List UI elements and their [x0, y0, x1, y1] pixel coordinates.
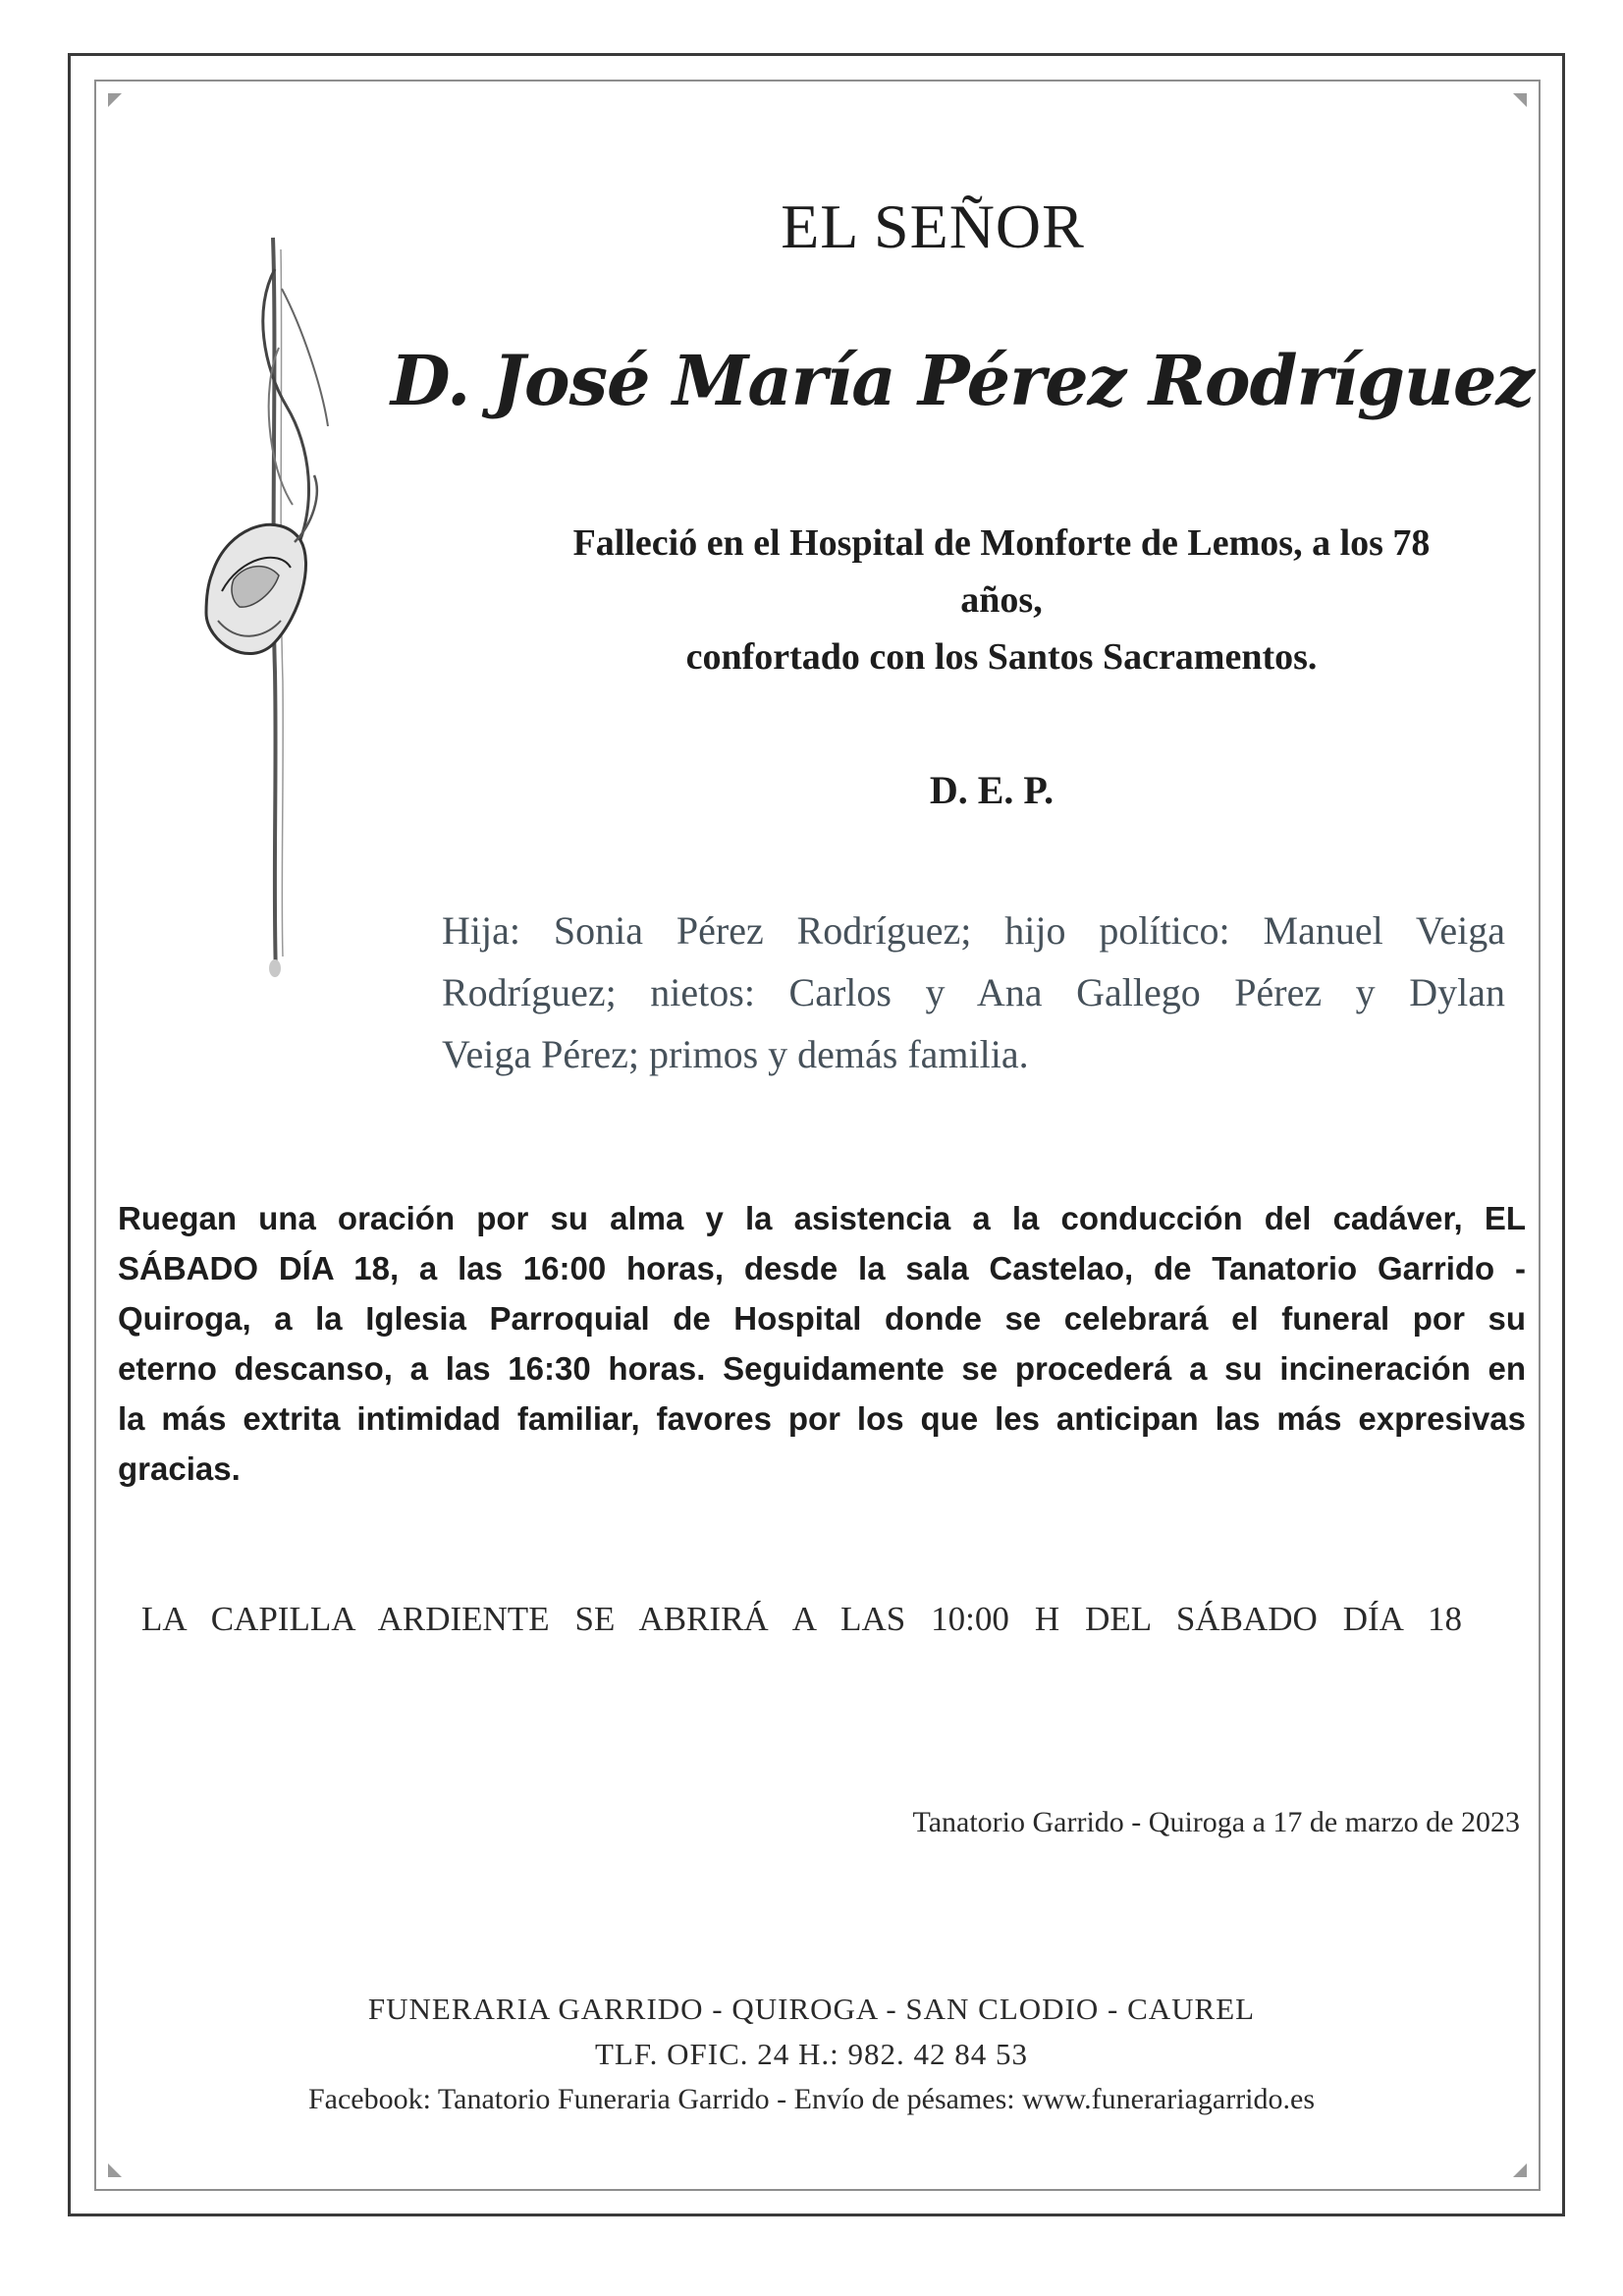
- paragraph-line-5: la más extrita intimidad familiar, favores por los que les anticipan las más expresivas: [118, 1400, 1526, 1437]
- footer-line-2: TLF. OFIC. 24 H.: 982. 42 84 53: [594, 2037, 1028, 2071]
- paragraph-line-1: Ruegan una oración por su alma y la asistencia a la conducción del cadáver, EL: [118, 1200, 1526, 1236]
- capilla-notice: LA CAPILLA ARDIENTE SE ABRIRÁ A LAS 10:00 H DEL SÁBADO DÍA 18: [141, 1600, 1462, 1638]
- top-right-corner-mark-icon: [1511, 91, 1529, 109]
- footer-line-3: Facebook: Tanatorio Funeraria Garrido - Envío de pésames: www.funerariagarrido.es: [307, 2083, 1316, 2115]
- intro-line-3: confortado con los Santos Sacramentos.: [685, 636, 1318, 678]
- place-date: Tanatorio Garrido - Quiroga a 17 de marzo de 2023: [912, 1806, 1520, 1838]
- paragraph-line-2: SÁBADO DÍA 18, a las 16:00 horas, desde la sala Castelao, de Tanatorio Garrido -: [118, 1250, 1526, 1286]
- heading: EL SEÑOR: [781, 191, 1085, 261]
- bottom-right-corner-mark-icon: [1511, 2161, 1529, 2179]
- deceased-name: D. José María Pérez Rodríguez: [390, 340, 1535, 421]
- paragraph-line-6: gracias.: [118, 1450, 241, 1487]
- family-line-3: Veiga Pérez; primos y demás familia.: [442, 1032, 1029, 1076]
- family-line-1: Hija: Sonia Pérez Rodríguez; hijo político: Manuel Veiga: [442, 908, 1505, 953]
- bottom-left-corner-mark-icon: [106, 2161, 124, 2179]
- paragraph-line-4: eterno descanso, a las 16:30 horas. Seguidamente se procederá a su incineración en: [118, 1350, 1526, 1387]
- family-line-2: Rodríguez; nietos: Carlos y Ana Gallego Pérez y Dylan: [442, 970, 1505, 1014]
- paragraph-line-3: Quiroga, a la Iglesia Parroquial de Hospital donde se celebrará el funeral por su: [118, 1300, 1526, 1337]
- intro-line-1: Falleció en el Hospital de Monforte de Lemos, a los 78: [572, 522, 1431, 564]
- top-left-corner-mark-icon: [106, 91, 124, 109]
- intro-line-2: años,: [960, 579, 1043, 621]
- cross-with-lily-icon: [185, 230, 332, 986]
- footer-line-1: FUNERARIA GARRIDO - QUIROGA - SAN CLODIO - CAUREL: [367, 1992, 1256, 2026]
- dep-text: D. E. P.: [929, 768, 1055, 812]
